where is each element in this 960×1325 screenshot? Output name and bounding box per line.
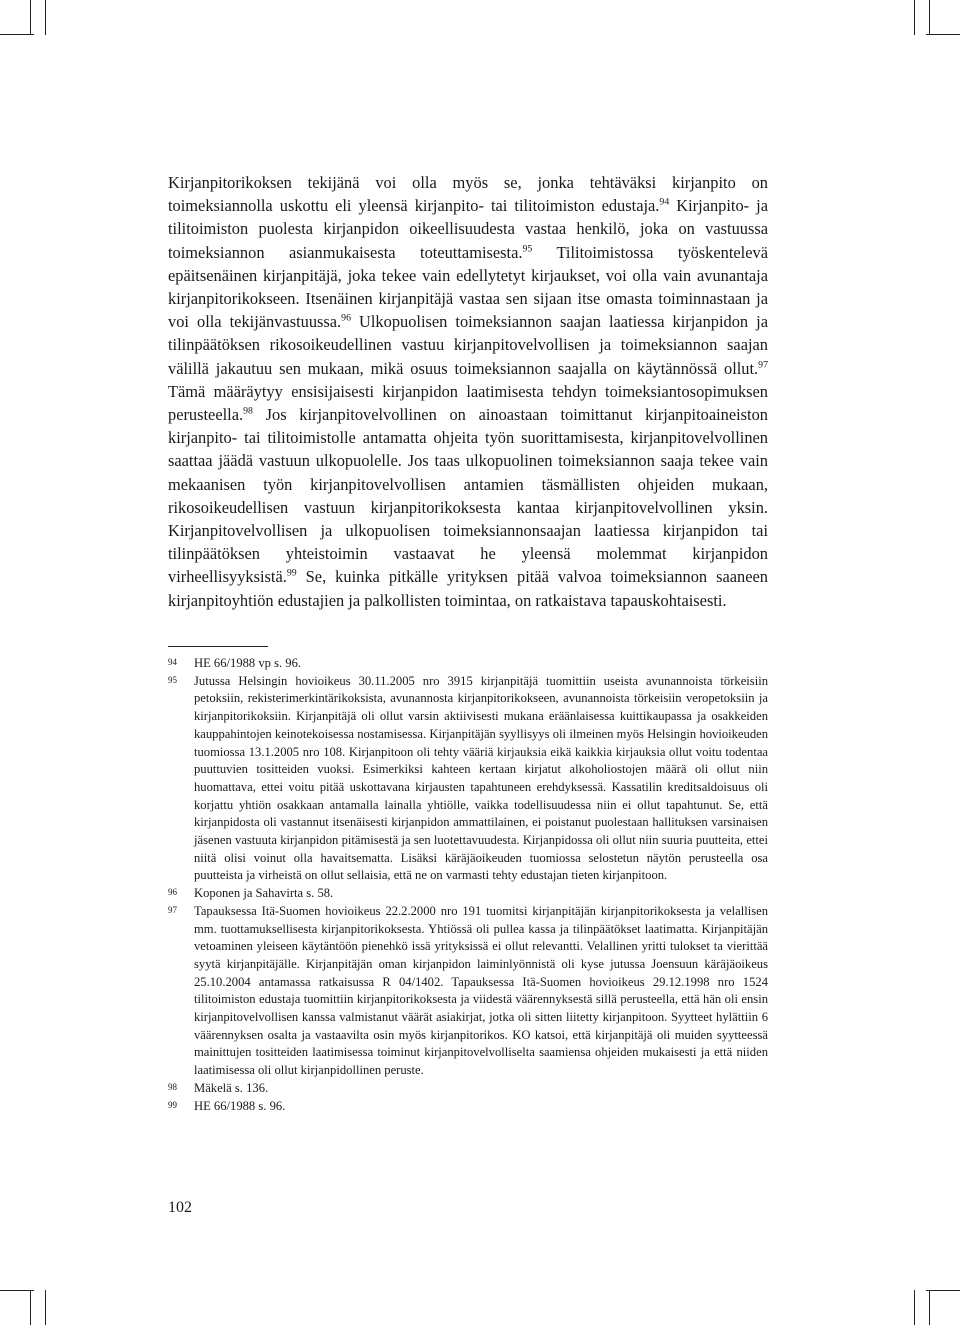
footnote bbox=[168, 1098, 768, 1116]
body-text: Tämä määräytyy ensisijaisesti kirjanpidon laatimisesta tehdyn toimeksiantosopimuksen perusteella. bbox=[168, 381, 768, 425]
footnote-number: 96 bbox=[168, 887, 177, 898]
footnote-number: 94 bbox=[168, 657, 177, 667]
body-text: Kirjanpito- ja tilitoimiston puolesta kirjanpidon oikeellisuudesta vastaa henkilö, joka on vastuussa toimeksiannon asianmukaisesta toteuttamisesta. bbox=[168, 196, 769, 262]
footnote-ref: 96 bbox=[341, 312, 351, 324]
footnote bbox=[168, 1080, 768, 1098]
crop-mark-top-right-h bbox=[926, 34, 960, 35]
footnote-ref: 97 bbox=[758, 359, 768, 371]
body-text: Se, kuinka pitkälle yrityksen pitää valvoa toimeksiannon saaneen kirjanpitoyhtiön edustajien ja palkollisten toimintaa, on ratkaistava tapauskohtaisesti. bbox=[168, 567, 768, 610]
footnote-text: HE 66/1988 vp s. 96. bbox=[194, 656, 302, 670]
footnote bbox=[168, 885, 768, 903]
footnote-ref: 98 bbox=[243, 405, 253, 417]
crop-mark-top-right-v bbox=[914, 0, 915, 35]
crop-mark-top-left-v2 bbox=[45, 0, 46, 35]
footnote bbox=[168, 673, 768, 885]
crop-mark-bottom-left-v2 bbox=[45, 1290, 46, 1325]
crop-mark-bottom-right-h bbox=[926, 1290, 960, 1291]
footnotes bbox=[168, 655, 768, 1115]
footnote-ref: 99 bbox=[286, 567, 297, 579]
page-number: 102 bbox=[168, 1199, 192, 1216]
crop-mark-bottom-left-v bbox=[30, 1290, 31, 1325]
footnote-text: Jutussa Helsingin hovioikeus 30.11.2005 nro 3915 kirjanpitäjä tuomittiin useista avunannoista törkeisiin petoksiin, rekisterimerkintärikoksista, avunannosta kirjanpitorikokseen, avunannoista törkeisiin veropetoksiin ja kirjanpitorikoksiin. Kirjanpitäjä oli ollut varsin aktiivisesti mukana eräänlaisessa kuittikaupassa ja osakkeiden kauppahintojen keinotekoisessa nostamisessa. Kirjanpitäjän syyllisyys oli ilmeinen myös Helsingin hovioikeuden tuomiossa 13.1.2005 nro 108. Kirjanpitoon oli tehty vääriä kirjauksia eikä kaikkia kirjauksia ollut voitu todentaa puuttuvien tositteiden vuoksi. Esimerkiksi kahteen kertaan kirjatut alkoholiostojen määrä oli ollut niin huomattava, ettei voitu pitää uskottavana kirjausten tapahtuneen erehdyksessä. Kassatilin kreditsaldoisuus oli korjattu yhtiön osakkaan antamalla lainalla yhtiölle, vaikka todellisuudessa niin ei ollut tapahtunut. Se, että kirjanpidosta oli vastannut itsenäisesti kirjanpidon ammattilainen, ei poistanut puolestaan hallituksen varsinaisen jäsenen vastuuta kirjanpidon pitämisestä ja sen luotettavuudesta. Kirjanpidossa oli ollut niin suuria puutteita, ettei niitä olisi voinut olla havaitsematta. Lisäksi käräjäoikeuden tuomiossa selostetun näytön perusteella osa puutteista ja virheistä on ollut sellaisia, että ne on varmasti tehty edustajan tieten kirjanpitoon. bbox=[194, 673, 768, 883]
footnote-number: 98 bbox=[168, 1081, 177, 1092]
footnote-text: Mäkelä s. 136. bbox=[194, 1080, 269, 1095]
footnote bbox=[168, 903, 768, 1080]
footnote bbox=[168, 655, 768, 673]
footnote-text: Tapauksessa Itä-Suomen hovioikeus 22.2.2000 nro 191 tuomitsi kirjanpitäjän kirjanpitorikoksesta ja velallisen mm. tuottamuksellisesta kirjanpitorikoksesta. Yhtiössä oli pullea kassa ja tilinpäätökset laatimatta. Kirjanpitäjän vetoaminen yleiseen käytäntöön pienehkö issä yrityksissä ei ollut relevantti. Velallinen yritti tulokset ta vierittää syytä kirjanpitäjälle. Kirjanpitäjän oman kirjanpidon laiminlyönnistä oli kyse jutussa Joensuun käräjäoikeus 25.10.2004 antamassa ratkaisussa R 04/1402. Tapauksessa Itä-Suomen hovioikeus 29.12.1998 nro 1524 tilitoimiston edustaja tuomittiin kirjanpitorikoksesta ja viidestä väärennyksestä sillä perusteella, että hän oli ensin kirjanpitovelvollisen kanssa valmistanut väärät asiakirjat, jotka oli sitten liitetty kirjanpitoon. Syytteet hylättiin 6 väärennyksen osalta ja vastaavilta osin myös kirjanpitorikos. KO katsoi, että kirjanpitäjä oli muiden syytteessä mainittujen tositteiden laatimisessa toiminut kirjanpitovelvolliselta saamiensa ohjeiden mukaisesti ja että niiden laatimisessa oli ollut kirjanpidollinen peruste. bbox=[194, 903, 768, 1078]
body-text: Kirjanpitorikoksen tekijänä voi olla myös se, jonka tehtäväksi kirjanpito on toimeksiannolla uskottu eli yleensä kirjanpito- tai tilitoimiston edustaja. bbox=[168, 173, 768, 216]
crop-mark-top-right-v2 bbox=[929, 0, 930, 35]
footnote-text: HE 66/1988 s. 96. bbox=[194, 1098, 286, 1113]
body-text: Tilitoimistossa työskentelevä epäitsenäinen kirjanpitäjä, joka tekee vain edellytetyt kirjaukset, voi olla vain avunantaja kirjanpitorikokseen. Itsenäinen kirjanpitäjä vastaa sen sijaan itse omasta toiminnastaan ja voi olla tekijänvastuussa. bbox=[168, 242, 768, 332]
footnote-number: 99 bbox=[168, 1099, 177, 1110]
crop-mark-top-left-v bbox=[30, 0, 31, 35]
crop-mark-top-left-h bbox=[0, 34, 34, 35]
footnote-number: 95 bbox=[168, 674, 177, 685]
body-paragraph bbox=[168, 171, 768, 612]
footnote-text: Koponen ja Sahavirta s. 58. bbox=[194, 886, 334, 901]
footnote-ref: 94 bbox=[659, 196, 670, 208]
footnote-ref: 95 bbox=[522, 243, 533, 255]
footnote-separator bbox=[168, 646, 268, 647]
footnote-number: 97 bbox=[168, 904, 177, 915]
body-text: Ulkopuolisen toimeksiannon saajan laatiessa kirjanpidon ja tilinpäätöksen rikosoikeudellinen vastuu kirjanpitovelvollisen ja toimeksiannon saajan välillä jakautuu sen mukaan, mikä osuus toimeksiannon saajalla on käytännössä ollut. bbox=[168, 312, 768, 378]
crop-mark-bottom-left-h bbox=[0, 1290, 34, 1291]
crop-mark-bottom-right-v bbox=[914, 1290, 915, 1325]
body-text: Jos kirjanpitovelvollinen on ainoastaan toimittanut kirjanpitoaineiston kirjanpito- tai tilitoimistolle antamatta ohjeita työn suorittamisesta, kirjanpitovelvollinen saattaa jäädä vastuun ulkopuolelle. Jos taas ulkopuolinen toimeksiannon saaja tekee vain mekaanisen työn kirjanpitovelvollisen antamien täsmällisten ohjeiden mukaan, rikosoikeudellisen vastuun kirjanpitorikoksesta kantaa kirjanpitovelvollinen yksin. Kirjanpitovelvollisen ja ulkopuolisen toimeksiannonsaajan laatiessa kirjanpidon tai tilinpäätöksen yhteistoimin vastaavat he yleensä molemmat kirjanpidon virheellisyyksistä. bbox=[168, 405, 768, 587]
crop-mark-bottom-right-v2 bbox=[929, 1290, 930, 1325]
